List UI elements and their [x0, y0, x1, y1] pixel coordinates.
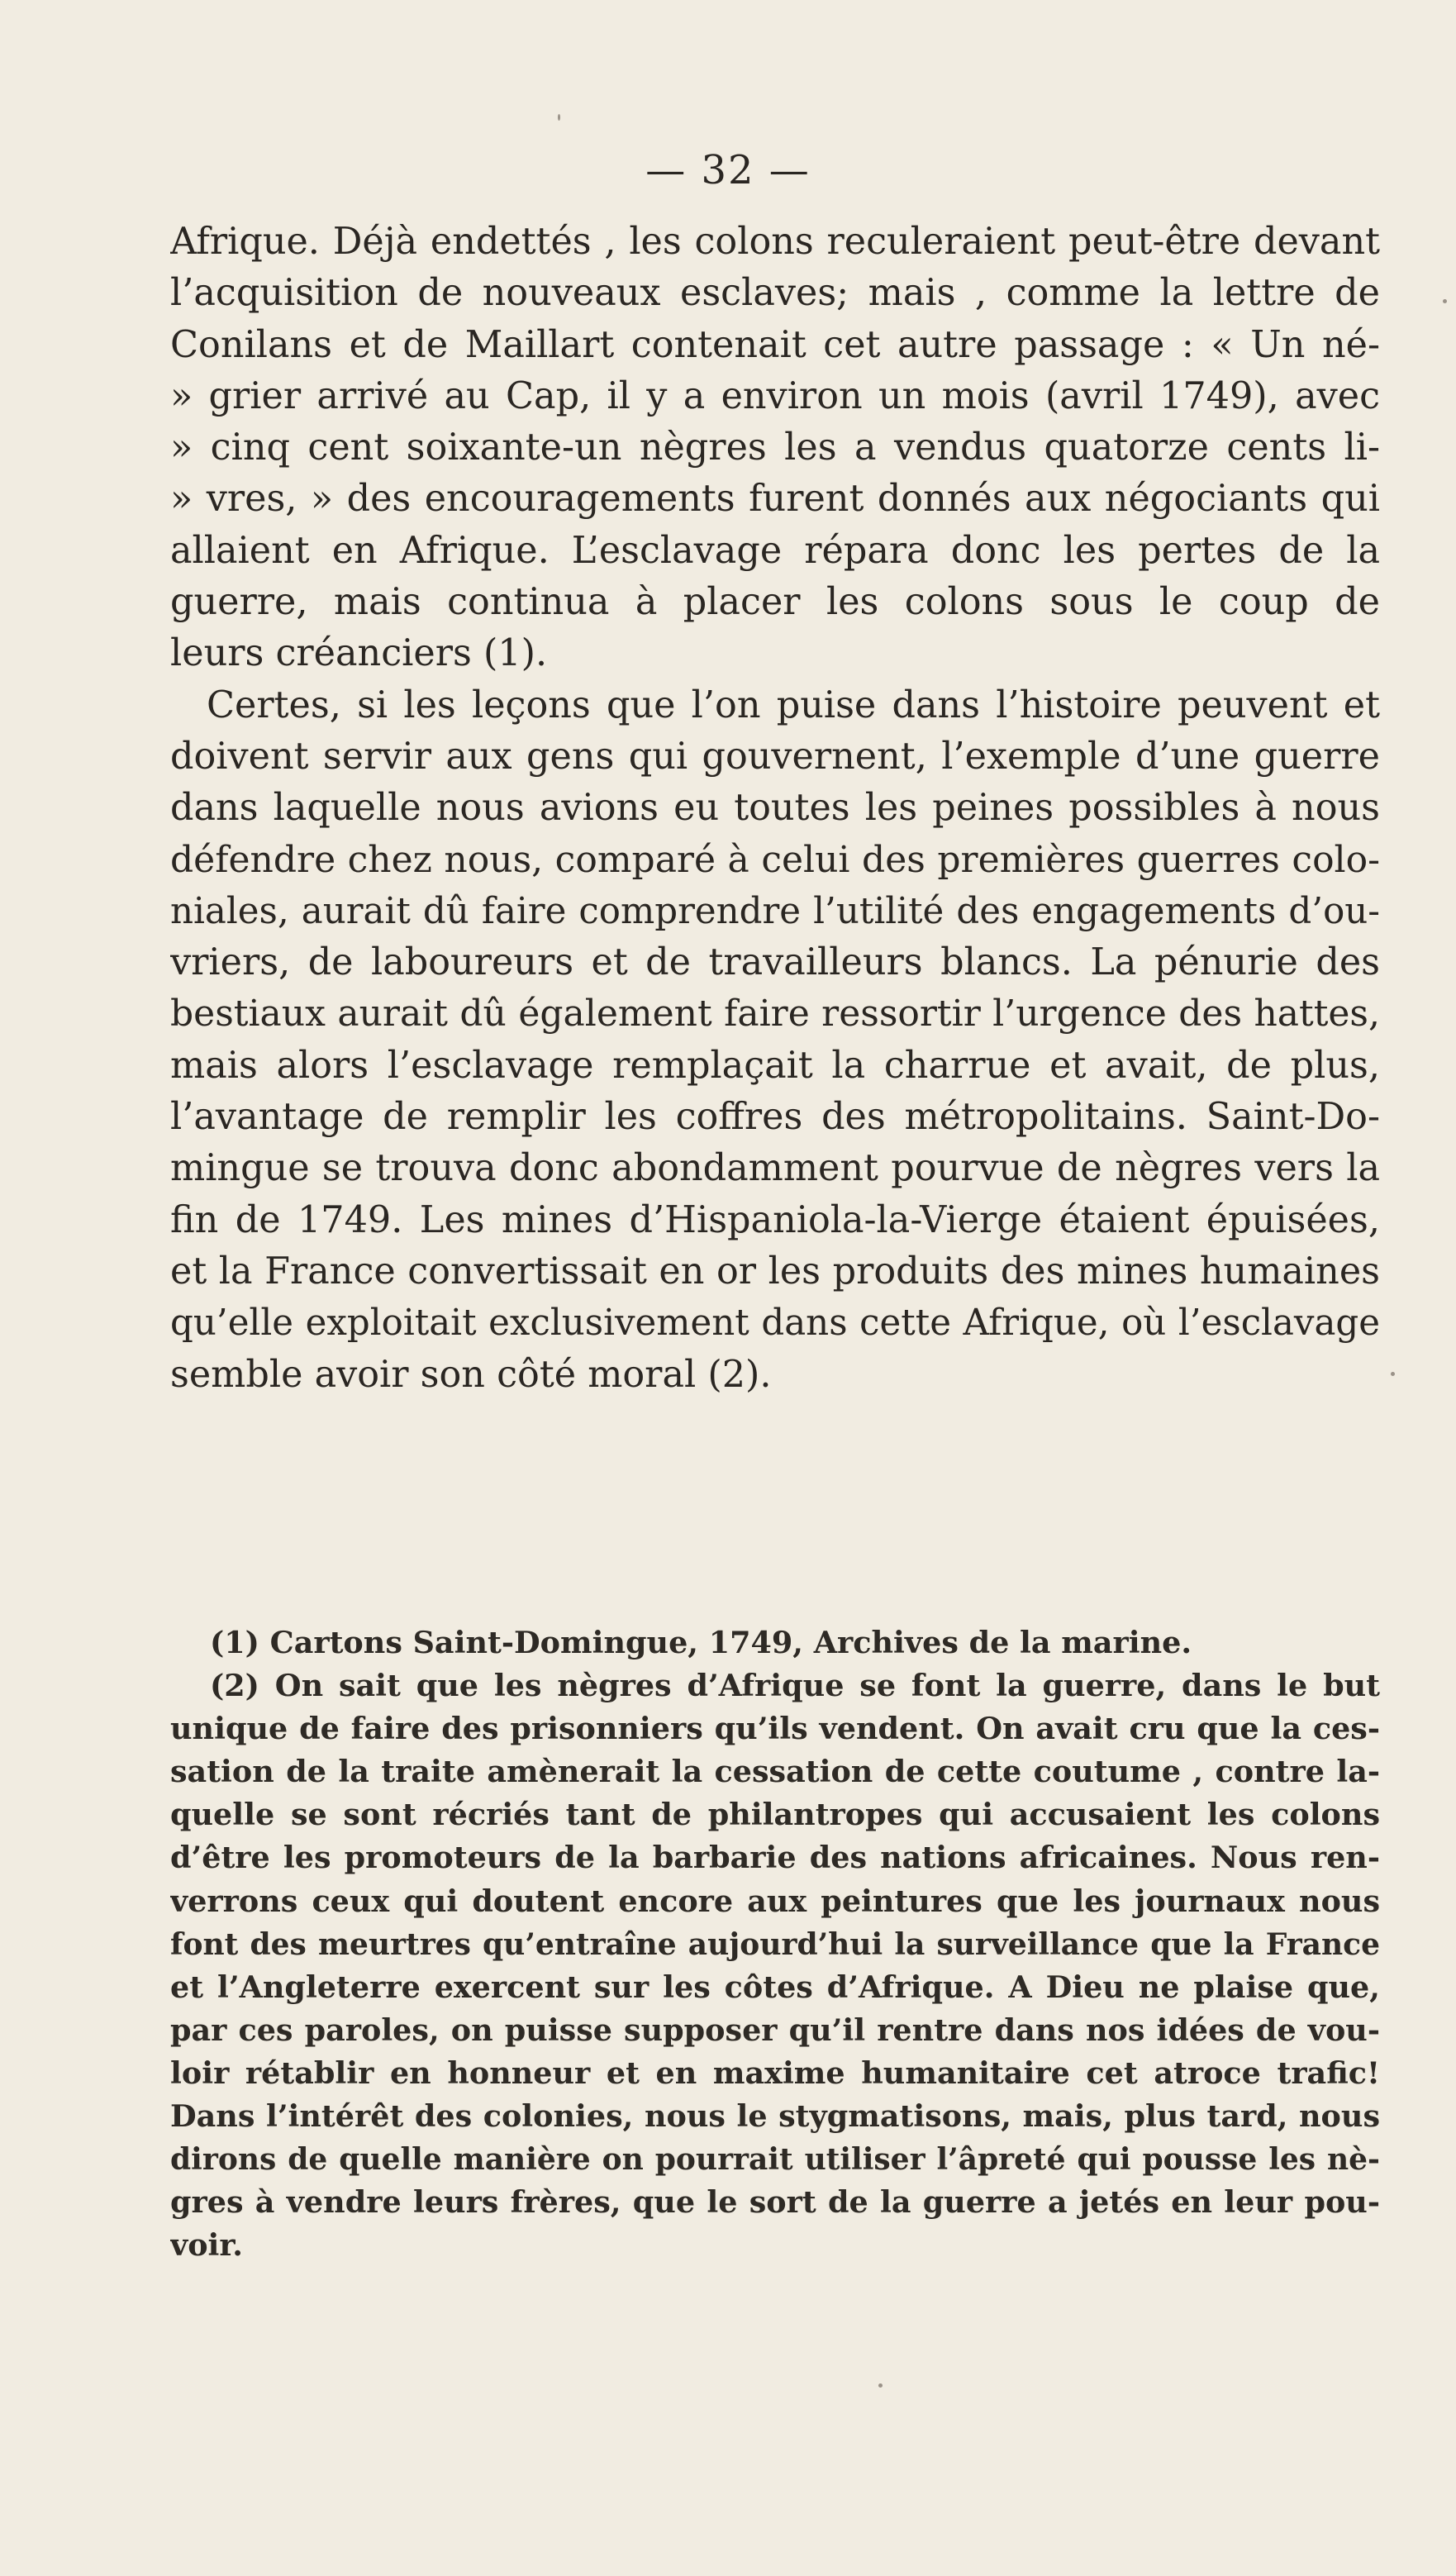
text-line-paragraph-start: Certes, si les leçons que l’on puise dans l’histoire peuvent et	[207, 683, 1380, 726]
paper-speck	[558, 114, 560, 121]
paper-speck	[1443, 299, 1447, 303]
footnote-line: verrons ceux qui doutent encore aux peintures que les journaux nous	[170, 1883, 1380, 1919]
text-line: l’acquisition de nouveaux esclaves; mais , comme la lettre de	[170, 272, 1380, 315]
footnote-line: par ces paroles, on puisse supposer qu’il rentre dans nos idées de vou-	[170, 2012, 1380, 2048]
text-line: allaient en Afrique. L’esclavage répara donc les pertes de la	[170, 529, 1380, 572]
footnote-line-end: voir.	[170, 2227, 244, 2264]
text-line: » grier arrivé au Cap, il y a environ un mois (avril 1749), avec	[170, 374, 1380, 417]
text-line: l’avantage de remplir les coffres des métropolitains. Saint-Do-	[170, 1096, 1380, 1139]
text-line: vriers, de laboureurs et de travailleurs blancs. La pénurie des	[170, 941, 1380, 984]
text-line: Afrique. Déjà endettés , les colons reculeraient peut-être devant	[170, 221, 1380, 263]
text-line: défendre chez nous, comparé à celui des premières guerres colo-	[170, 838, 1380, 881]
paper-speck	[878, 2383, 883, 2388]
body-text	[170, 217, 1380, 1401]
text-line: dans laquelle nous avions eu toutes les peines possibles à nous	[170, 787, 1380, 830]
text-line: guerre, mais continua à placer les colons sous le coup de	[170, 581, 1380, 624]
footnotes	[170, 1621, 1380, 2267]
text-line-paragraph-end: leurs créanciers (1).	[170, 632, 548, 675]
text-line: niales, aurait dû faire comprendre l’utilité des engagements d’ou-	[170, 890, 1380, 932]
footnote-line: dirons de quelle manière on pourrait utiliser l’âpreté qui pousse les nè-	[170, 2142, 1380, 2178]
text-line: mais alors l’esclavage remplaçait la charrue et avait, de plus,	[170, 1044, 1380, 1087]
footnote-line: gres à vendre leurs frères, que le sort de la guerre a jetés en leur pou-	[170, 2184, 1380, 2221]
text-line: qu’elle exploitait exclusivement dans cette Afrique, où l’esclavage	[170, 1302, 1380, 1345]
text-line: et la France convertissait en or les produits des mines humaines	[170, 1250, 1380, 1293]
text-line-paragraph-end: semble avoir son côté moral (2).	[170, 1353, 772, 1396]
text-line: » cinq cent soixante-un nègres les a vendus quatorze cents li-	[170, 426, 1380, 469]
footnote-line: font des meurtres qu’entraîne aujourd’hui la surveillance que la France	[170, 1926, 1380, 1962]
footnote-line: unique de faire des prisonniers qu’ils vendent. On avait cru que la ces-	[170, 1711, 1380, 1747]
text-line: » vres, » des encouragements furent donnés aux négociants qui	[170, 478, 1380, 521]
text-line: doivent servir aux gens qui gouvernent, l’exemple d’une guerre	[170, 735, 1380, 778]
paper-speck	[1391, 1372, 1395, 1376]
footnote-2-start: (2) On sait que les nègres d’Afrique se font la guerre, dans le but	[210, 1668, 1380, 1704]
footnote-line: sation de la traite amènerait la cessation de cette coutume , contre la-	[170, 1754, 1380, 1790]
footnote-line: loir rétablir en honneur et en maxime humanitaire cet atroce trafic!	[170, 2055, 1380, 2091]
footnote-line: et l’Angleterre exercent sur les côtes d’Afrique. A Dieu ne plaise que,	[170, 1969, 1380, 2005]
text-line: bestiaux aurait dû également faire ressortir l’urgence des hattes,	[170, 993, 1380, 1036]
page-number: — 32 —	[645, 147, 811, 193]
footnote-line: Dans l’intérêt des colonies, nous le stygmatisons, mais, plus tard, nous	[170, 2098, 1380, 2135]
text-line: mingue se trouva donc abondamment pourvue de nègres vers la	[170, 1147, 1380, 1190]
footnote-line: quelle se sont récriés tant de philantropes qui accusaient les colons	[170, 1797, 1380, 1833]
text-line: fin de 1749. Les mines d’Hispaniola-la-Vierge étaient épuisées,	[170, 1198, 1380, 1241]
text-line: Conilans et de Maillart contenait cet autre passage : « Un né-	[170, 323, 1380, 366]
footnote-1: (1) Cartons Saint-Domingue, 1749, Archives de la marine.	[210, 1625, 1192, 1660]
footnote-line: d’être les promoteurs de la barbarie des nations africaines. Nous ren-	[170, 1840, 1380, 1876]
